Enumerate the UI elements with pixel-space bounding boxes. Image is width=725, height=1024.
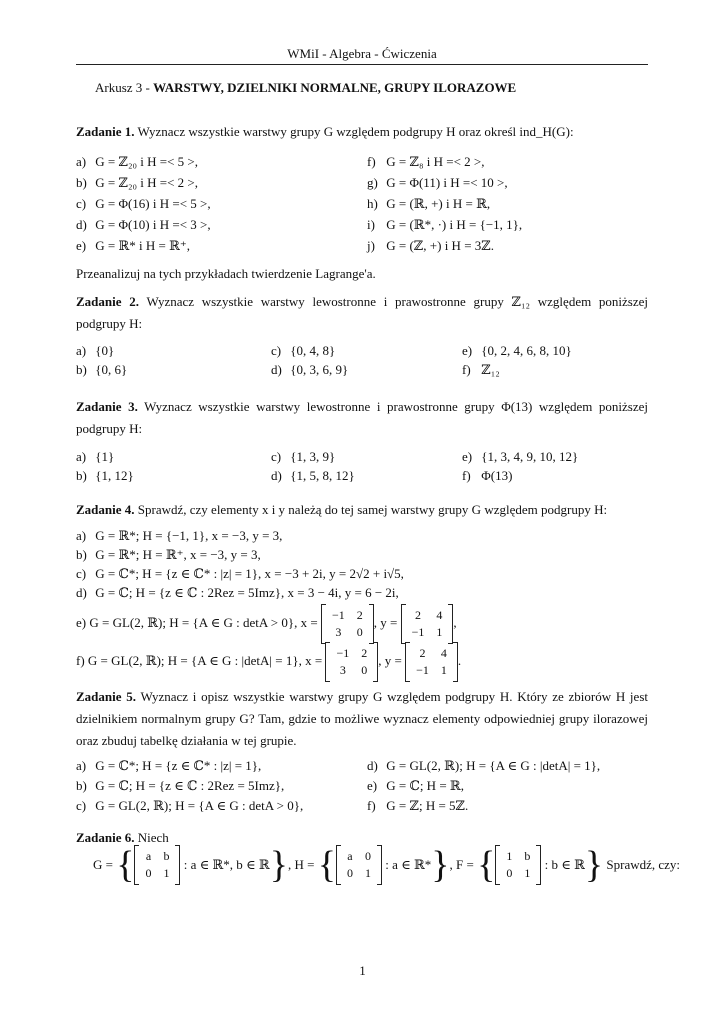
matrix-x xyxy=(321,604,374,644)
item-text: G = ℤ₂₀ i H =< 5 >, xyxy=(92,154,199,169)
item-text: {0, 2, 4, 6, 8, 10} xyxy=(478,343,572,358)
item-label: b) xyxy=(76,362,87,377)
bracket-right xyxy=(536,845,541,885)
set-h-pre: H = xyxy=(294,857,315,872)
matrix-cell: b xyxy=(524,849,531,863)
matrix-cell: 3 xyxy=(339,663,346,677)
item-label: a) xyxy=(76,528,87,543)
task2-item xyxy=(76,362,127,378)
item-label: d) xyxy=(76,585,87,600)
item-text: {0, 6} xyxy=(92,362,128,377)
matrix-cell: 0 xyxy=(356,625,363,639)
task3-item xyxy=(76,468,134,484)
item-label: b) xyxy=(76,468,87,483)
item-label: e) xyxy=(367,778,378,793)
item-end: . xyxy=(457,652,462,668)
matrix-cell: 2 xyxy=(419,646,426,660)
item-text: {1} xyxy=(92,449,115,464)
task1-item xyxy=(76,154,198,170)
item-label: d) xyxy=(367,758,378,773)
matrix-cell: a xyxy=(347,849,353,863)
item-text: G = GL(2, ℝ); H = {A ∈ G : |detA| = 1}, xyxy=(383,758,601,773)
item-label: i) xyxy=(367,217,375,232)
item-label: e) xyxy=(462,343,473,358)
task4-item xyxy=(76,585,399,601)
matrix-f xyxy=(495,845,541,885)
task2-item xyxy=(462,343,572,359)
item-end: , xyxy=(453,614,457,630)
matrix-cell: 0 xyxy=(506,866,513,880)
task3-text: Wyznacz wszystkie warstwy lewostronne i prawostronne grupy Φ(13) względem poniższej podgrupy H: xyxy=(76,399,648,436)
bracket-right xyxy=(453,642,458,682)
sheet-prefix: Arkusz xyxy=(95,80,133,95)
task5-label: Zadanie 5. xyxy=(76,689,136,704)
task4-heading xyxy=(76,499,648,521)
item-text: G = ℤ₈ i H =< 2 >, xyxy=(383,154,485,169)
item-text: G = (ℤ, +) i H = 3ℤ. xyxy=(383,238,495,253)
item-y: , y = xyxy=(378,652,402,668)
set-f-pre: F = xyxy=(456,857,474,872)
task3-item xyxy=(462,449,578,465)
set-g-cond: : a ∈ ℝ*, b ∈ ℝ xyxy=(183,857,270,872)
matrix-x xyxy=(325,642,378,682)
item-label: c) xyxy=(76,196,87,211)
matrix-cell: −1 xyxy=(411,625,425,639)
task6-label: Zadanie 6. xyxy=(76,830,135,845)
task1-item xyxy=(367,196,490,212)
item-text: G = ℤ; H = 5ℤ. xyxy=(383,798,469,813)
item-label: f) xyxy=(76,652,85,668)
item-label: e) xyxy=(462,449,473,464)
item-text: G = ℝ*; H = {−1, 1}, x = −3, y = 3, xyxy=(92,528,283,543)
task1-item xyxy=(76,196,211,212)
item-text: {1, 12} xyxy=(92,468,134,483)
item-label: e) xyxy=(76,614,87,630)
item-label: d) xyxy=(271,362,282,377)
item-text: G = Φ(11) i H =< 10 >, xyxy=(383,175,508,190)
task1-label: Zadanie 1. xyxy=(76,124,135,139)
item-text: G = GL(2, ℝ); H = {A ∈ G : detA > 0}, x = xyxy=(89,614,318,630)
matrix-h xyxy=(336,845,382,885)
matrix-cell: 2 xyxy=(356,608,363,622)
item-label: f) xyxy=(367,798,376,813)
task3-heading xyxy=(76,396,648,440)
matrix-cell: 4 xyxy=(436,608,443,622)
matrix-cell: 3 xyxy=(335,625,342,639)
item-label: d) xyxy=(76,217,87,232)
task1-item xyxy=(367,175,508,191)
task5-item xyxy=(367,778,464,794)
item-y: , y = xyxy=(373,614,398,630)
set-g-sep: , xyxy=(287,857,292,872)
item-label: c) xyxy=(76,798,87,813)
set-g-pre: G = xyxy=(93,857,113,872)
item-text: {0, 4, 8} xyxy=(287,343,336,358)
matrix-cell: 0 xyxy=(145,866,152,880)
task1-heading xyxy=(76,121,648,143)
item-label: b) xyxy=(76,547,87,562)
matrix-cell: b xyxy=(163,849,170,863)
sheet-number: 3 - xyxy=(135,80,150,95)
item-text: G = (ℝ*, ·) i H = {−1, 1}, xyxy=(383,217,523,232)
task5-item xyxy=(367,798,468,814)
matrix-y xyxy=(401,604,457,644)
task1-item xyxy=(76,238,190,254)
header-rule xyxy=(76,64,648,65)
matrix-cell: a xyxy=(145,849,152,863)
item-text: ℤ₁₂ xyxy=(478,362,500,377)
item-label: c) xyxy=(271,343,282,358)
right-brace: } xyxy=(584,844,604,886)
task4-text: Sprawdź, czy elementy x i y należą do tej samej warstwy grupy G względem podgrupy H: xyxy=(137,502,608,517)
item-label: e) xyxy=(76,238,87,253)
matrix-cell: −1 xyxy=(331,608,345,622)
sheet-title-text: WARSTWY, DZIELNIKI NORMALNE, GRUPY ILORAZOWE xyxy=(153,80,517,95)
item-label: c) xyxy=(76,566,87,581)
bracket-right xyxy=(369,604,374,644)
left-brace: { xyxy=(317,844,336,886)
matrix-g xyxy=(134,845,180,885)
item-label: a) xyxy=(76,758,87,773)
bracket-right xyxy=(175,845,180,885)
item-label: b) xyxy=(76,175,87,190)
item-label: j) xyxy=(367,238,375,253)
item-label: f) xyxy=(462,362,471,377)
task6-definitions xyxy=(93,845,680,885)
item-text: G = ℂ; H = {z ∈ ℂ : 2Rez = 5Imz}, x = 3 − 4i, y = 6 − 2i, xyxy=(92,585,399,600)
item-text: G = ℂ; H = {z ∈ ℂ : 2Rez = 5Imz}, xyxy=(92,778,285,793)
task5-heading xyxy=(76,686,648,752)
item-text: Φ(13) xyxy=(478,468,513,483)
task2-item xyxy=(462,362,500,378)
item-label: f) xyxy=(462,468,471,483)
task4-item xyxy=(76,547,261,563)
item-text: {1, 3, 4, 9, 10, 12} xyxy=(478,449,579,464)
matrix-y xyxy=(405,642,458,682)
matrix-cell: 2 xyxy=(361,646,368,660)
item-label: a) xyxy=(76,343,87,358)
item-label: a) xyxy=(76,154,87,169)
item-text: G = ℂ*; H = {z ∈ ℂ* : |z| = 1}, x = −3 + 2i, y = 2√2 + i√5, xyxy=(92,566,404,581)
task5-item xyxy=(367,758,600,774)
task2-item xyxy=(271,362,348,378)
matrix-cell: 0 xyxy=(361,663,368,677)
set-f-cond: : b ∈ ℝ xyxy=(544,857,585,872)
task2-item xyxy=(76,343,114,359)
item-text: G = GL(2, ℝ); H = {A ∈ G : |detA| = 1}, x = xyxy=(87,652,323,668)
set-h-sep: , xyxy=(449,857,453,872)
task1-text: Wyznacz wszystkie warstwy grupy G względem podgrupy H oraz określ ind_H(G): xyxy=(137,124,574,139)
item-text: G = ℂ*; H = {z ∈ ℂ* : |z| = 1}, xyxy=(92,758,262,773)
task4-item xyxy=(76,528,282,544)
matrix-cell: 1 xyxy=(436,625,443,639)
matrix-cell: −1 xyxy=(416,663,429,677)
task5-item xyxy=(76,758,261,774)
task2-item xyxy=(271,343,335,359)
right-brace: } xyxy=(431,844,450,886)
task1-note: Przeanalizuj na tych przykładach twierdzenie Lagrange'a. xyxy=(76,266,376,281)
left-brace: { xyxy=(116,844,135,886)
page-number: 1 xyxy=(359,963,366,978)
right-brace: } xyxy=(269,844,288,886)
task4-label: Zadanie 4. xyxy=(76,502,135,517)
bracket-right xyxy=(373,642,378,682)
matrix-cell: 1 xyxy=(440,663,447,677)
left-brace: { xyxy=(477,844,496,886)
item-text: G = ℝ*; H = ℝ⁺, x = −3, y = 3, xyxy=(92,547,261,562)
item-text: {0, 3, 6, 9} xyxy=(287,362,349,377)
matrix-cell: 1 xyxy=(364,866,371,880)
matrix-cell: 0 xyxy=(346,866,353,880)
matrix-cell: 1 xyxy=(524,866,531,880)
task6-tail: Sprawdź, czy: xyxy=(606,857,681,872)
item-label: c) xyxy=(271,449,282,464)
item-text: G = ℂ; H = ℝ, xyxy=(383,778,464,793)
task6-text: Niech xyxy=(137,830,169,845)
task1-item xyxy=(76,217,211,233)
item-text: G = ℝ* i H = ℝ⁺, xyxy=(92,238,191,253)
item-text: G = Φ(16) i H =< 5 >, xyxy=(92,196,211,211)
task2-text: Wyznacz wszystkie warstwy lewostronne i prawostronne grupy ℤ₁₂ względem poniższej podgrupy H: xyxy=(76,294,648,331)
task4-item-e xyxy=(76,604,457,644)
task4-item xyxy=(76,566,404,582)
task5-text: Wyznacz i opisz wszystkie warstwy grupy G względem podgrupy H. Który ze zbiorów H jest dzielnikiem normalnym grupy G? Tam, gdzie to możliwe wyznacz elementy odpowiedniej grupy ilorazowej oraz zbuduj tabelkę działania w tej grupie. xyxy=(76,689,648,748)
task1-item xyxy=(367,238,494,254)
task2-heading xyxy=(76,291,648,335)
matrix-cell: 0 xyxy=(364,849,371,863)
task4-item-f xyxy=(76,642,461,682)
task1-item xyxy=(76,175,198,191)
item-text: {1, 3, 9} xyxy=(287,449,336,464)
matrix-cell: 2 xyxy=(414,608,421,622)
item-text: {1, 5, 8, 12} xyxy=(287,468,355,483)
item-label: f) xyxy=(367,154,376,169)
item-label: b) xyxy=(76,778,87,793)
item-text: {0} xyxy=(92,343,115,358)
item-label: g) xyxy=(367,175,378,190)
bracket-right xyxy=(448,604,453,644)
bracket-right xyxy=(377,845,382,885)
task3-item xyxy=(462,468,512,484)
task1-item xyxy=(367,217,522,233)
task3-label: Zadanie 3. xyxy=(76,399,138,414)
task5-item xyxy=(76,778,284,794)
task2-label: Zadanie 2. xyxy=(76,294,139,309)
sheet-title xyxy=(95,80,516,96)
item-label: d) xyxy=(271,468,282,483)
task3-item xyxy=(76,449,114,465)
item-text: G = GL(2, ℝ); H = {A ∈ G : detA > 0}, xyxy=(92,798,304,813)
task3-item xyxy=(271,449,335,465)
item-label: h) xyxy=(367,196,378,211)
matrix-cell: −1 xyxy=(336,646,350,660)
task1-item xyxy=(367,154,485,170)
matrix-cell: 1 xyxy=(163,866,170,880)
task5-item xyxy=(76,798,303,814)
item-label: a) xyxy=(76,449,87,464)
item-text: G = (ℝ, +) i H = ℝ, xyxy=(383,196,491,211)
item-text: G = ℤ₂₀ i H =< 2 >, xyxy=(92,175,199,190)
matrix-cell: 1 xyxy=(506,849,513,863)
item-text: G = Φ(10) i H =< 3 >, xyxy=(92,217,211,232)
task3-item xyxy=(271,468,355,484)
matrix-cell: 4 xyxy=(440,646,447,660)
set-h-cond: : a ∈ ℝ* xyxy=(385,857,432,872)
page-header: WMiI - Algebra - Ćwiczenia xyxy=(287,46,437,61)
